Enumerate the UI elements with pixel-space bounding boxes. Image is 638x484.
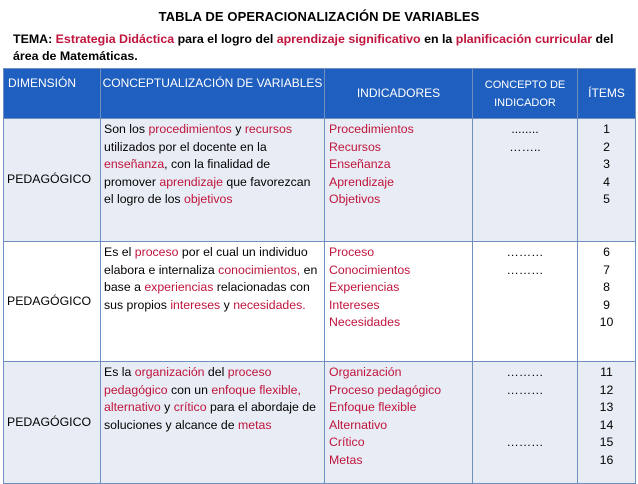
header-items: ÍTEMS [578,69,636,119]
indicator: Enfoque flexible [329,400,417,414]
concept-placeholder-cell [473,119,578,242]
concept-text: para el abordaje de soluciones y alcance de [104,400,316,432]
item-number: 2 [603,139,610,154]
indicators-cell [325,362,473,484]
concept-keyword: necesidades. [233,297,306,312]
item-number: 16 [599,452,614,467]
item-number: 4 [603,174,610,189]
dimension-cell: PEDAGÓGICO [4,119,101,242]
item-number: 11 [600,365,613,379]
concept-cell [101,242,325,362]
indicator: Metas [329,452,363,467]
concept-text: relacionadas con sus propios [104,280,310,312]
concept-text: por el cual un individuo elabora e internaliza [104,245,308,277]
concept-keyword: conocimientos, [218,262,301,277]
tema-learning: aprendizaje significativo [276,32,421,46]
concept-keyword: intereses [170,297,221,312]
items-cell [578,242,636,362]
concept-placeholder-cell [473,362,578,484]
item-number: 7 [603,262,610,277]
placeholder-dots: ……… [506,365,544,379]
header-indicator-concept: CONCEPTO DE INDICADOR [473,69,578,119]
concept-text: en base a [104,262,318,294]
indicator: Procedimientos [329,122,414,136]
concept-keyword: procedimientos [148,122,232,136]
concept-cell [101,362,325,484]
indicator: Crítico [329,435,365,449]
item-number: 15 [599,435,614,449]
item-number: 12 [599,382,614,397]
tema-strategy: Estrategia Didáctica [55,32,175,46]
header-indicators: INDICADORES [325,69,473,119]
concept-keyword: enseñanza [104,157,165,171]
indicator: Organización [329,365,402,379]
header-dimension: DIMENSIÓN [4,69,101,119]
concept-text: del [204,365,228,379]
table-row [4,119,636,242]
concept-text: y [231,122,245,136]
concept-keyword: organización [134,365,205,379]
concept-text: y [160,400,174,414]
item-number: 3 [603,157,610,171]
table-row [4,362,636,484]
indicator: Proceso pedagógico [329,382,442,397]
operationalization-table [3,68,636,484]
concept-text: y [220,297,234,312]
concept-text: con un [167,382,212,397]
indicator: Aprendizaje [329,174,394,189]
item-number: 8 [603,280,610,294]
concept-text: que favorezcan el logro de los [104,174,311,206]
indicator: Recursos [329,139,381,154]
item-number: 9 [603,297,610,312]
indicators-cell [325,119,473,242]
indicator: Intereses [329,297,380,312]
indicator: Enseñanza [329,157,391,171]
concept-keyword: proceso [134,245,179,259]
concept-text: Es el [104,245,135,259]
concept-cell [101,119,325,242]
indicator: Alternativo [329,417,388,432]
concept-placeholder-cell [473,242,578,362]
concept-keyword: objetivos [183,192,233,206]
items-cell [578,119,636,242]
item-number: 6 [603,245,610,259]
item-number: 5 [603,192,610,206]
page-title: TABLA DE OPERACIONALIZACIÓN DE VARIABLES [158,9,480,24]
placeholder-dots: ........ [511,122,539,136]
tema-text-1: para el logro del [174,32,277,46]
placeholder-dots: ……… [506,382,544,397]
concept-text: utilizados por el docente en la [104,139,267,154]
item-number: 13 [599,400,614,414]
placeholder-dots: ……… [506,245,544,259]
indicators-cell [325,242,473,362]
tema-text-2: en la [420,32,456,46]
tema-line [13,31,633,65]
concept-text: Es la [104,365,135,379]
header-conceptualization: CONCEPTUALIZACIÓN DE VARIABLES [101,69,325,119]
concept-text: , con la finalidad de promover [104,157,271,189]
item-number: 14 [599,417,614,432]
concept-text: Son los [104,122,149,136]
placeholder-dots: …….. [509,139,541,154]
items-cell [578,362,636,484]
indicator: Experiencias [329,280,400,294]
dimension-cell: PEDAGÓGICO [4,242,101,362]
placeholder-dots: ……… [506,435,544,449]
concept-keyword: experiencias [144,280,214,294]
concept-keyword: enfoque flexible, alternativo [104,382,301,414]
concept-keyword: aprendizaje [159,174,223,189]
dimension-cell: PEDAGÓGICO [4,362,101,484]
indicator: Necesidades [329,315,401,329]
indicator: Proceso [329,245,375,259]
concept-keyword: metas [237,417,272,432]
indicator: Conocimientos [329,262,411,277]
placeholder-dots: ……… [506,262,544,277]
item-number: 1 [603,122,610,136]
concept-keyword: crítico [173,400,207,414]
tema-text-3: del área de Matemáticas. [13,32,614,63]
item-number: 10 [599,315,614,329]
table-row [4,242,636,362]
concept-keyword: recursos [244,122,292,136]
indicator: Objetivos [329,192,381,206]
tema-planning: planificación curricular [455,32,593,46]
tema-label: TEMA: [13,32,56,46]
table-header-row [4,69,636,119]
concept-keyword: proceso pedagógico [104,365,272,397]
